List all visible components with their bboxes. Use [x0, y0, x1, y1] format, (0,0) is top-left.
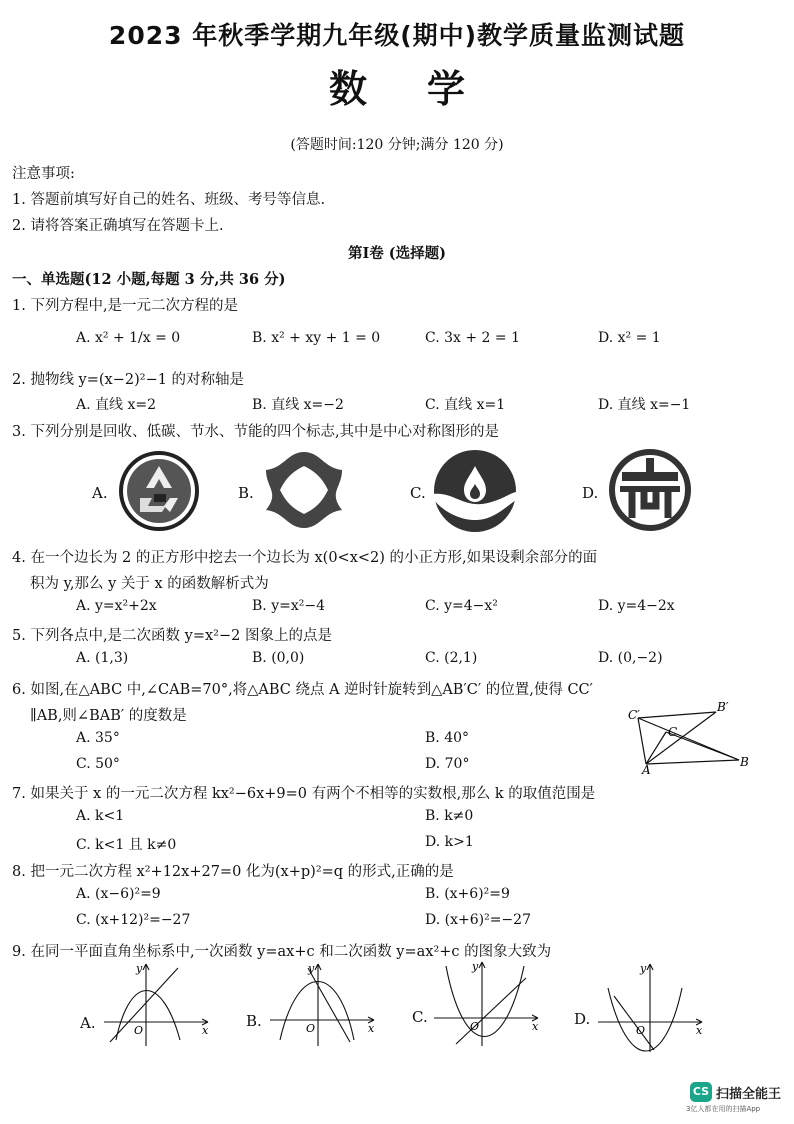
svg-text:y: y: [472, 960, 479, 973]
q4-option-d: D. y=4−2x: [598, 598, 675, 614]
low-carbon-logo-icon: [262, 448, 346, 532]
svg-text:y: y: [640, 962, 647, 975]
svg-text:O: O: [134, 1024, 144, 1037]
svg-text:x: x: [202, 1024, 209, 1037]
question-4-stem-line2: 积为 y,那么 y 关于 x 的函数解析式为: [30, 576, 269, 592]
scanner-app-name: 扫描全能王: [716, 1087, 782, 1102]
q2-option-a: A. 直线 x=2: [76, 397, 156, 413]
question-2-stem: 2. 抛物线 y=(x−2)²−1 的对称轴是: [12, 372, 245, 388]
question-7-stem: 7. 如果关于 x 的一元二次方程 kx²−6x+9=0 有两个不相等的实数根,那么 k 的取值范围是: [12, 786, 596, 802]
question-8-stem: 8. 把一元二次方程 x²+12x+27=0 化为(x+p)²=q 的形式,正确的是: [12, 864, 454, 880]
q3-label-b: B.: [238, 484, 254, 502]
q3-label-c: C.: [410, 484, 426, 502]
question-4-stem: 4. 在一个边长为 2 的正方形中挖去一个边长为 x(0<x<2) 的小正方形,如果设剩余部分的面: [12, 550, 598, 566]
fig-label-c: C: [668, 725, 678, 739]
triangle-rotation-figure: [624, 700, 754, 774]
q5-option-d: D. (0,−2): [598, 650, 663, 666]
q6-option-d: D. 70°: [425, 756, 470, 772]
q3-label-d: D.: [582, 484, 599, 502]
svg-text:O: O: [470, 1020, 480, 1033]
fig-label-c-prime: C′: [628, 708, 640, 722]
q1-option-a: A. x² + 1/x = 0: [76, 330, 181, 346]
question-6-stem-line2: ∥AB,则∠BAB′ 的度数是: [30, 708, 187, 724]
notice-heading: 注意事项:: [12, 166, 75, 182]
part-label: 第Ⅰ卷 (选择题): [347, 245, 447, 262]
q5-option-a: A. (1,3): [76, 650, 129, 666]
q1-option-c: C. 3x + 2 = 1: [425, 330, 520, 346]
q7-option-d: D. k>1: [425, 834, 474, 850]
svg-text:x: x: [368, 1022, 375, 1035]
q8-option-c: C. (x+12)²=−27: [76, 912, 191, 928]
notice-item-1: 1. 答题前填写好自己的姓名、班级、考号等信息.: [12, 192, 326, 208]
q9-label-d: D.: [574, 1010, 591, 1028]
q3-label-a: A.: [92, 484, 108, 502]
graph-a: [104, 962, 214, 1046]
svg-text:y: y: [308, 962, 315, 975]
graph-b: [270, 962, 380, 1046]
q6-option-b: B. 40°: [425, 730, 470, 746]
q6-option-c: C. 50°: [76, 756, 120, 772]
q8-option-d: D. (x+6)²=−27: [425, 912, 531, 928]
fig-label-b: B: [740, 755, 749, 769]
svg-text:y: y: [136, 962, 143, 975]
q9-label-b: B.: [246, 1012, 262, 1030]
q2-option-b: B. 直线 x=−2: [252, 397, 344, 413]
svg-text:O: O: [306, 1022, 316, 1035]
fig-label-a: A: [642, 763, 651, 774]
q8-option-b: B. (x+6)²=9: [425, 886, 510, 902]
q1-option-d: D. x² = 1: [598, 330, 661, 346]
recycle-logo-icon: [118, 450, 200, 532]
exam-title: 2023 年秋季学期九年级(期中)教学质量监测试题: [108, 21, 686, 50]
svg-text:O: O: [636, 1024, 646, 1037]
graph-d: [598, 962, 708, 1054]
q5-option-b: B. (0,0): [252, 650, 305, 666]
q7-option-a: A. k<1: [76, 808, 125, 824]
q7-option-b: B. k≠0: [425, 808, 474, 824]
q8-option-a: A. (x−6)²=9: [76, 886, 161, 902]
q1-option-b: B. x² + xy + 1 = 0: [252, 330, 381, 346]
q4-option-a: A. y=x²+2x: [76, 598, 157, 614]
exam-info: (答题时间:120 分钟;满分 120 分): [290, 137, 504, 153]
scanner-logo-icon: CS: [690, 1082, 712, 1102]
graph-c: [434, 960, 544, 1046]
section-heading: 一、单选题(12 小题,每题 3 分,共 36 分): [12, 271, 286, 288]
q4-option-b: B. y=x²−4: [252, 598, 325, 614]
question-3-stem: 3. 下列分别是回收、低碳、节水、节能的四个标志,其中是中心对称图形的是: [12, 424, 500, 440]
q9-label-c: C.: [412, 1008, 428, 1026]
question-5-stem: 5. 下列各点中,是二次函数 y=x²−2 图象上的点是: [12, 628, 332, 644]
question-9-stem: 9. 在同一平面直角坐标系中,一次函数 y=ax+c 和二次函数 y=ax²+c 的图象大致为: [12, 944, 552, 960]
q6-option-a: A. 35°: [76, 730, 120, 746]
q5-option-c: C. (2,1): [425, 650, 478, 666]
water-saving-logo-icon: [432, 448, 518, 534]
svg-text:x: x: [696, 1024, 703, 1037]
q7-option-c: C. k<1 且 k≠0: [76, 837, 177, 853]
svg-text:x: x: [532, 1020, 539, 1033]
subject-title: 数学: [328, 67, 525, 111]
energy-saving-logo-icon: [608, 448, 692, 532]
question-1-stem: 1. 下列方程中,是一元二次方程的是: [12, 298, 239, 314]
q2-option-c: C. 直线 x=1: [425, 397, 506, 413]
q2-option-d: D. 直线 x=−1: [598, 397, 691, 413]
fig-label-b-prime: B′: [717, 700, 729, 714]
q9-label-a: A.: [80, 1014, 96, 1032]
notice-item-2: 2. 请将答案正确填写在答题卡上.: [12, 218, 224, 234]
scanner-tagline: 3亿人都在用的扫描App: [686, 1105, 761, 1113]
question-6-stem: 6. 如图,在△ABC 中,∠CAB=70°,将△ABC 绕点 A 逆时针旋转到△AB′C′ 的位置,使得 CC′: [12, 682, 593, 698]
q4-option-c: C. y=4−x²: [425, 598, 498, 614]
